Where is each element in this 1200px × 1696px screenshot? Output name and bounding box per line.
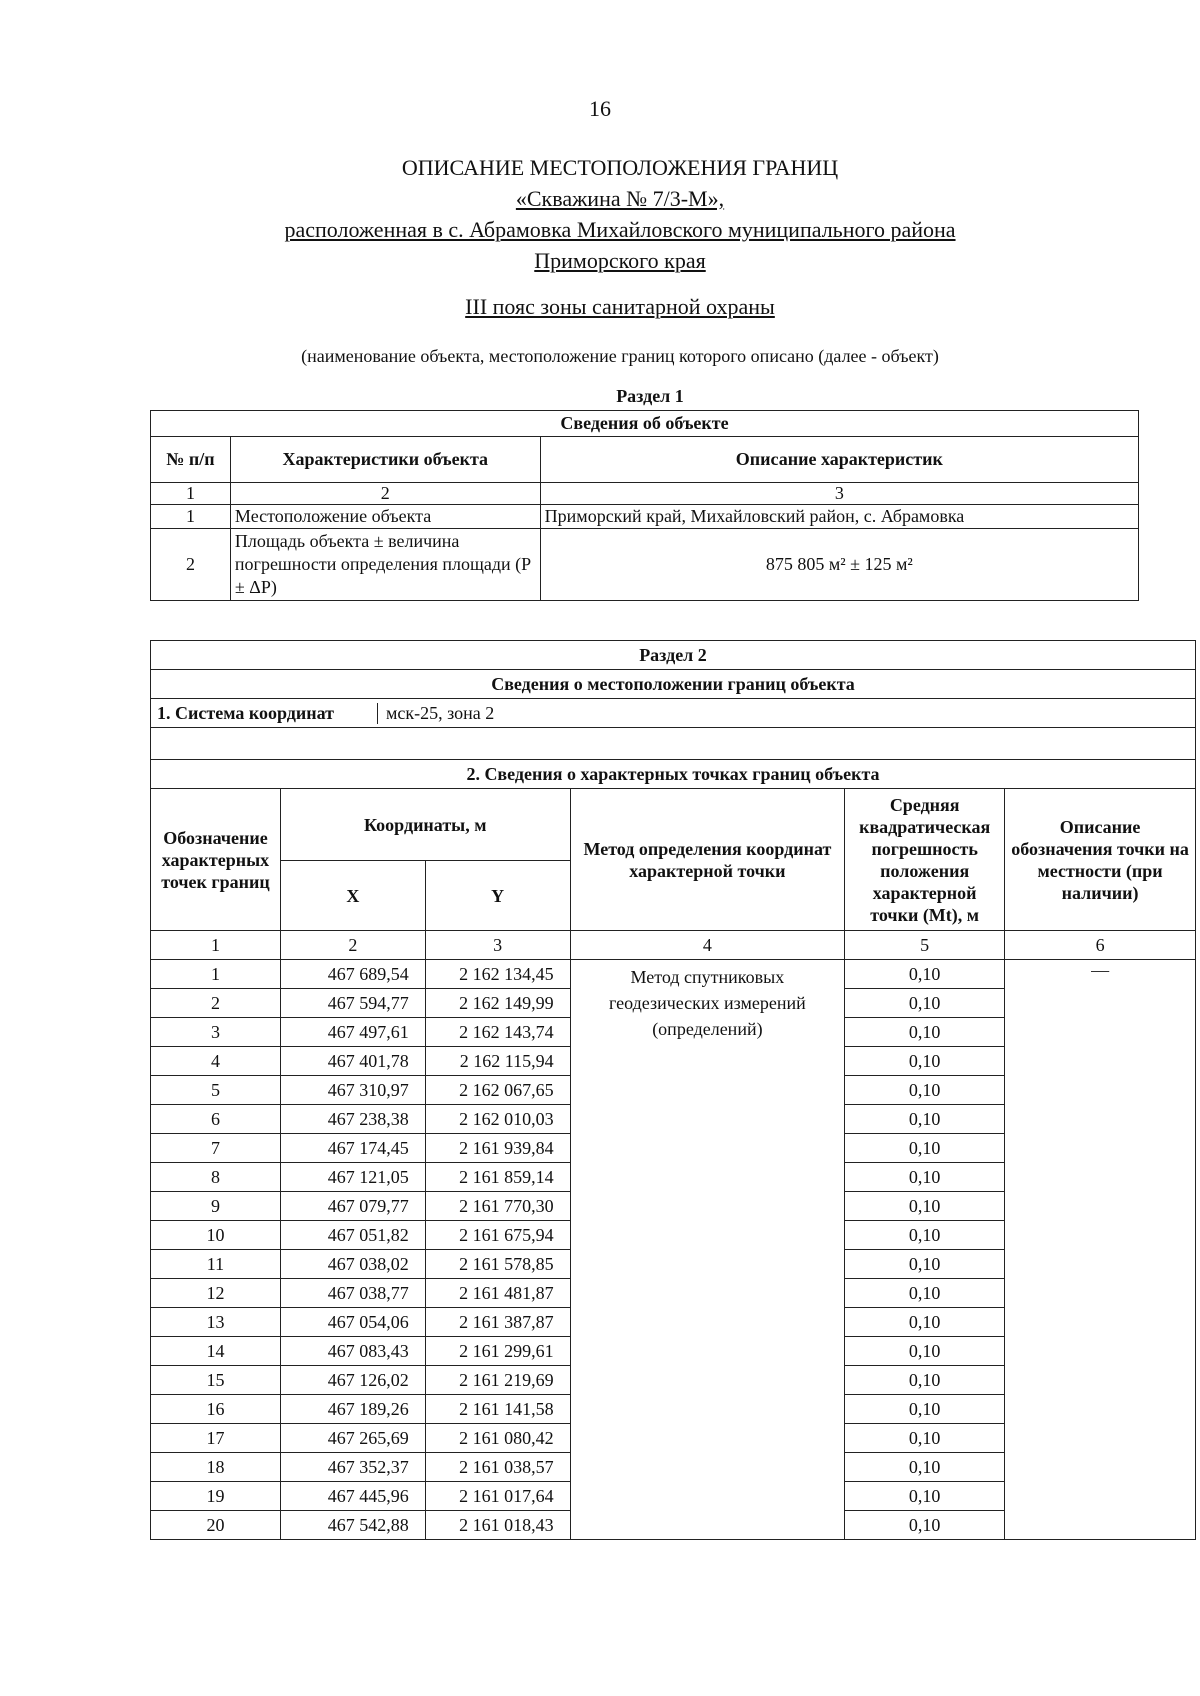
point-y: 2 162 067,65: [425, 1076, 570, 1105]
point-x: 467 121,05: [280, 1163, 425, 1192]
point-x: 467 238,38: [280, 1105, 425, 1134]
point-y: 2 162 143,74: [425, 1018, 570, 1047]
point-y: 2 161 859,14: [425, 1163, 570, 1192]
desc-cell: —: [1005, 960, 1196, 1540]
title-line-3: расположенная в с. Абрамовка Михайловского муниципального района: [284, 217, 956, 242]
header-method: Метод определения координат характерной точки: [570, 789, 845, 931]
point-mt: 0,10: [845, 1453, 1005, 1482]
table-row: [151, 505, 1139, 529]
header-point: Обозначение характерных точек границ: [151, 789, 281, 931]
point-number: 19: [151, 1482, 281, 1511]
point-mt: 0,10: [845, 960, 1005, 989]
col-number: 2: [280, 931, 425, 960]
section-1-label: Раздел 1: [616, 386, 684, 406]
point-number: 10: [151, 1221, 281, 1250]
point-x: 467 054,06: [280, 1308, 425, 1337]
point-x: 467 310,97: [280, 1076, 425, 1105]
header-x: X: [280, 861, 425, 931]
row-name: Местоположение объекта: [230, 505, 540, 529]
point-x: 467 051,82: [280, 1221, 425, 1250]
point-x: 467 497,61: [280, 1018, 425, 1047]
point-x: 467 352,37: [280, 1453, 425, 1482]
point-y: 2 161 038,57: [425, 1453, 570, 1482]
document-title: [170, 152, 1070, 276]
point-number: 18: [151, 1453, 281, 1482]
col-number: 1: [151, 931, 281, 960]
point-y: 2 161 675,94: [425, 1221, 570, 1250]
point-number: 17: [151, 1424, 281, 1453]
point-mt: 0,10: [845, 1134, 1005, 1163]
point-number: 8: [151, 1163, 281, 1192]
point-number: 16: [151, 1395, 281, 1424]
point-y: 2 162 010,03: [425, 1105, 570, 1134]
point-mt: 0,10: [845, 1105, 1005, 1134]
point-y: 2 161 481,87: [425, 1279, 570, 1308]
row-name: Площадь объекта ± величина погрешности определения площади (Р ± ΔР): [230, 529, 540, 601]
point-y: 2 161 578,85: [425, 1250, 570, 1279]
point-number: 11: [151, 1250, 281, 1279]
point-y: 2 162 134,45: [425, 960, 570, 989]
header-desc: Описание обозначения точки на местности (при наличии): [1005, 789, 1196, 931]
point-number: 1: [151, 960, 281, 989]
row-value: 875 805 м² ± 125 м²: [540, 529, 1138, 601]
boundary-points-table: [150, 640, 1196, 1540]
col-number: 6: [1005, 931, 1196, 960]
title-line-4: Приморского края: [534, 248, 706, 273]
point-number: 6: [151, 1105, 281, 1134]
point-number: 15: [151, 1366, 281, 1395]
empty-row: [151, 728, 1196, 760]
point-number: 14: [151, 1337, 281, 1366]
row-value: Приморский край, Михайловский район, с. Абрамовка: [540, 505, 1138, 529]
table-row: [151, 529, 1139, 601]
object-info-table: [150, 410, 1139, 601]
header-characteristic: Характеристики объекта: [230, 437, 540, 483]
point-y: 2 161 299,61: [425, 1337, 570, 1366]
point-mt: 0,10: [845, 1221, 1005, 1250]
point-x: 467 265,69: [280, 1424, 425, 1453]
zone-title: III пояс зоны санитарной охраны: [465, 294, 775, 319]
point-y: 2 161 017,64: [425, 1482, 570, 1511]
point-y: 2 161 387,87: [425, 1308, 570, 1337]
col-number: 4: [570, 931, 845, 960]
point-mt: 0,10: [845, 1424, 1005, 1453]
point-mt: 0,10: [845, 1279, 1005, 1308]
point-mt: 0,10: [845, 1076, 1005, 1105]
point-x: 467 189,26: [280, 1395, 425, 1424]
header-description: Описание характеристик: [540, 437, 1138, 483]
point-x: 467 038,02: [280, 1250, 425, 1279]
point-mt: 0,10: [845, 1337, 1005, 1366]
point-number: 4: [151, 1047, 281, 1076]
point-number: 5: [151, 1076, 281, 1105]
point-number: 3: [151, 1018, 281, 1047]
point-x: 467 542,88: [280, 1511, 425, 1540]
col-number: 3: [425, 931, 570, 960]
point-mt: 0,10: [845, 1395, 1005, 1424]
header-mt: Средняя квадратическая погрешность положения характерной точки (Mt), м: [845, 789, 1005, 931]
method-cell: Метод спутниковых геодезических измерений (определений): [570, 960, 845, 1540]
point-y: 2 162 149,99: [425, 989, 570, 1018]
point-mt: 0,10: [845, 1250, 1005, 1279]
point-mt: 0,10: [845, 1047, 1005, 1076]
row-number: 2: [151, 529, 231, 601]
title-line-1: ОПИСАНИЕ МЕСТОПОЛОЖЕНИЯ ГРАНИЦ: [401, 155, 839, 180]
point-y: 2 161 939,84: [425, 1134, 570, 1163]
header-coords: Координаты, м: [280, 789, 570, 861]
col-number: 5: [845, 931, 1005, 960]
point-mt: 0,10: [845, 1018, 1005, 1047]
col-number: 2: [230, 483, 540, 505]
table-row: [151, 960, 1196, 989]
row-number: 1: [151, 505, 231, 529]
col-number: 3: [540, 483, 1138, 505]
point-y: 2 161 018,43: [425, 1511, 570, 1540]
point-number: 7: [151, 1134, 281, 1163]
point-x: 467 126,02: [280, 1366, 425, 1395]
point-y: 2 161 080,42: [425, 1424, 570, 1453]
point-x: 467 689,54: [280, 960, 425, 989]
point-number: 2: [151, 989, 281, 1018]
object-info-title: Сведения об объекте: [151, 411, 1139, 437]
point-x: 467 083,43: [280, 1337, 425, 1366]
point-mt: 0,10: [845, 1366, 1005, 1395]
point-x: 467 594,77: [280, 989, 425, 1018]
title-line-2: «Скважина № 7/3-М»,: [515, 186, 725, 211]
coord-system-label: 1. Система координат: [151, 703, 378, 724]
point-number: 9: [151, 1192, 281, 1221]
points-title: 2. Сведения о характерных точках границ объекта: [151, 760, 1196, 789]
point-x: 467 445,96: [280, 1482, 425, 1511]
coord-system-value: мск-25, зона 2: [386, 702, 495, 723]
col-number: 1: [151, 483, 231, 505]
section-2-label: Раздел 2: [151, 641, 1196, 670]
section-2-title: Сведения о местоположении границ объекта: [151, 670, 1196, 699]
point-mt: 0,10: [845, 1192, 1005, 1221]
point-y: 2 162 115,94: [425, 1047, 570, 1076]
point-mt: 0,10: [845, 1511, 1005, 1540]
point-y: 2 161 219,69: [425, 1366, 570, 1395]
point-mt: 0,10: [845, 1482, 1005, 1511]
point-y: 2 161 770,30: [425, 1192, 570, 1221]
point-mt: 0,10: [845, 1163, 1005, 1192]
point-x: 467 079,77: [280, 1192, 425, 1221]
point-number: 20: [151, 1511, 281, 1540]
point-y: 2 161 141,58: [425, 1395, 570, 1424]
point-x: 467 174,45: [280, 1134, 425, 1163]
point-mt: 0,10: [845, 1308, 1005, 1337]
point-x: 467 401,78: [280, 1047, 425, 1076]
header-y: Y: [425, 861, 570, 931]
point-x: 467 038,77: [280, 1279, 425, 1308]
point-number: 12: [151, 1279, 281, 1308]
header-number: № п/п: [151, 437, 231, 483]
point-mt: 0,10: [845, 989, 1005, 1018]
object-caption: (наименование объекта, местоположение границ которого описано (далее - объект): [301, 346, 939, 366]
points-body: [151, 960, 1196, 1540]
point-number: 13: [151, 1308, 281, 1337]
page-number: 16: [589, 96, 611, 121]
